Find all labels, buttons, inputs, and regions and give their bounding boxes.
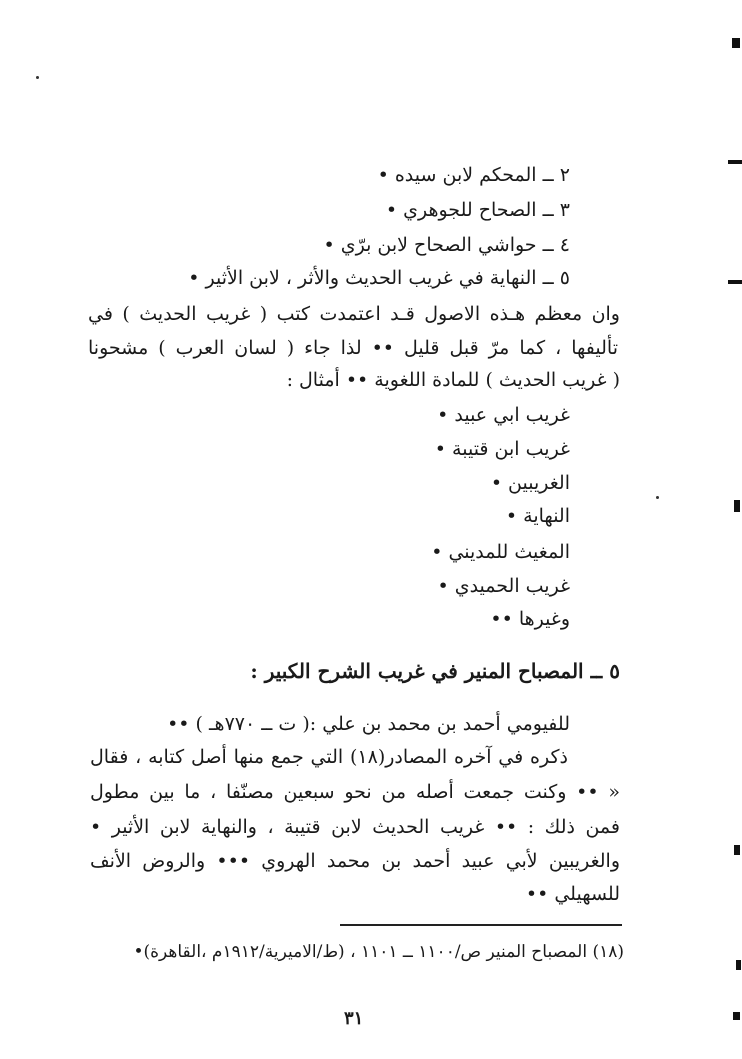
paragraph-line: والغريبين لأبي عبيد أحمد بن محمد الهروي ••• والروض الأنف xyxy=(90,850,620,872)
scan-edge-mark xyxy=(736,960,741,970)
scan-edge-mark xyxy=(728,280,742,284)
scan-edge-mark xyxy=(728,160,742,164)
paragraph-line: للسهيلي •• xyxy=(525,883,620,905)
scan-edge-mark xyxy=(732,38,740,48)
list-item: ٥ ــ النهاية في غريب الحديث والأثر ، لابن الأثير • xyxy=(188,267,570,289)
section-heading: ٥ ــ المصباح المنير في غريب الشرح الكبير : xyxy=(250,659,620,683)
page-number: ٣١ xyxy=(344,1008,364,1029)
scan-speck xyxy=(36,76,39,79)
list-item: وغيرها •• xyxy=(490,608,570,630)
list-item: ٤ ــ حواشي الصحاح لابن برّي • xyxy=(323,234,570,256)
list-item: غريب الحميدي • xyxy=(437,575,570,597)
list-item: غريب ابي عبيد • xyxy=(437,404,570,426)
paragraph-line: تأليفها ، كما مرّ قبل قليل •• لذا جاء ( لسان العرب ) مشحونا xyxy=(88,337,618,359)
list-item: الغريبين • xyxy=(490,472,570,494)
scan-edge-mark xyxy=(734,845,740,855)
scan-speck xyxy=(656,496,659,499)
list-item: ٣ ــ الصحاح للجوهري • xyxy=(385,199,570,221)
scan-edge-mark xyxy=(733,1012,740,1020)
list-item: ٢ ــ المحكم لابن سيده • xyxy=(377,164,570,186)
paragraph-line: للفيومي أحمد بن محمد بن علي :( ت ــ ٧٧٠هـ ) •• xyxy=(167,713,570,735)
paragraph-line: فمن ذلك : •• غريب الحديث لابن قتيبة ، والنهاية لابن الأثير • xyxy=(90,816,620,838)
list-item: المغيث للمديني • xyxy=(431,541,570,563)
list-item: غريب ابن قتيبة • xyxy=(434,438,570,460)
paragraph-line: ( غريب الحديث ) للمادة اللغوية •• أمثال : xyxy=(286,369,620,391)
paragraph-line: ذكره في آخره المصادر(١٨) التي جمع منها أصل كتابه ، فقال xyxy=(90,746,568,768)
paragraph-line: وان معظم هـذه الاصول قـد اعتمدت كتب ( غريب الحديث ) في xyxy=(88,303,620,325)
list-item: النهاية • xyxy=(505,505,570,527)
footnote: (١٨) المصباح المنير ص/١١٠٠ ــ ١١٠١ ، (ط/الاميرية/١٩١٢م ،القاهرة)• xyxy=(133,942,624,962)
footnote-separator xyxy=(340,924,622,926)
scan-edge-mark xyxy=(734,500,740,512)
paragraph-line: « •• وكنت جمعت أصله من نحو سبعين مصنّفا ، ما بين مطول xyxy=(90,781,620,803)
